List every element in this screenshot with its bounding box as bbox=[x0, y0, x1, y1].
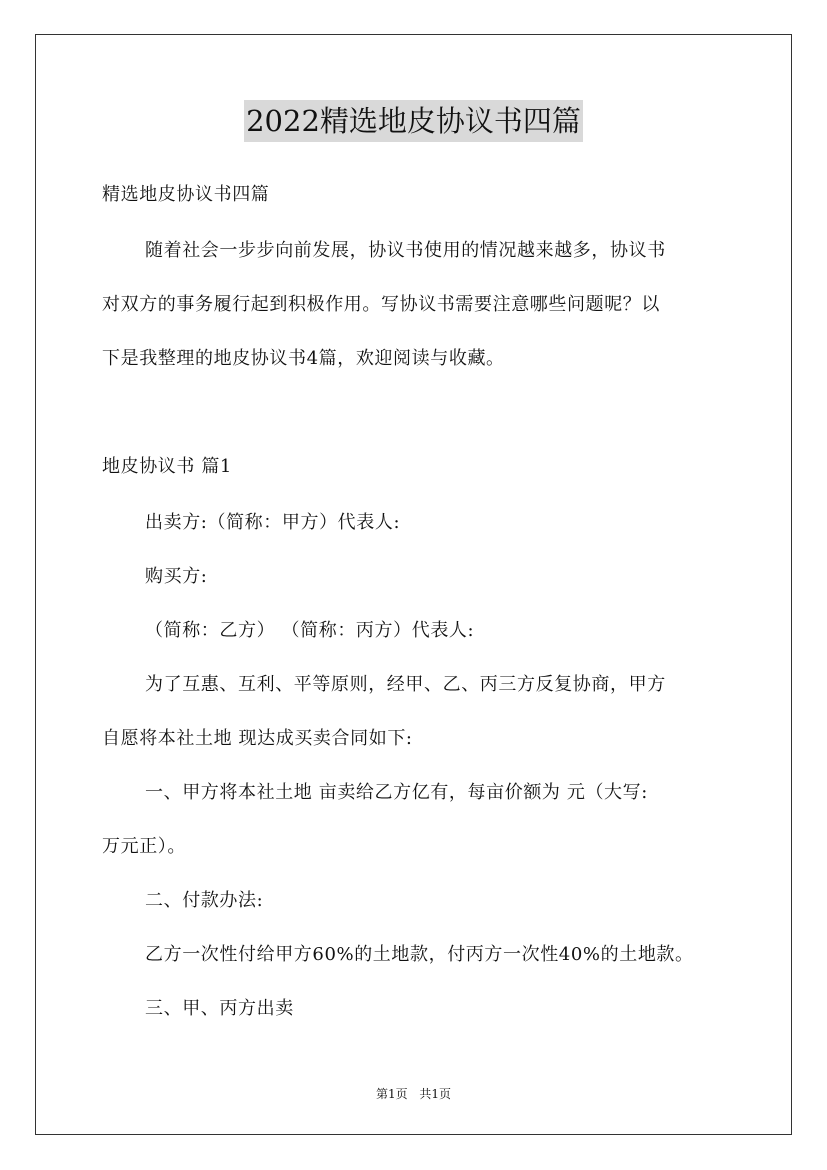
paragraph-line: 出卖方:（简称：甲方）代表人: bbox=[145, 512, 401, 533]
paragraph-line: 一、甲方将本社土地 亩卖给乙方亿有，每亩价额为 元（大写: bbox=[145, 782, 648, 803]
paragraph-line: 下是我整理的地皮协议书4篇，欢迎阅读与收藏。 bbox=[102, 348, 505, 369]
paragraph-line: 购买方: bbox=[145, 566, 208, 587]
paragraph-line: 随着社会一步步向前发展，协议书使用的情况越来越多，协议书 bbox=[145, 240, 666, 261]
page-footer bbox=[0, 1085, 827, 1102]
paragraph-line: 对双方的事务履行起到积极作用。写协议书需要注意哪些问题呢？以 bbox=[102, 294, 660, 315]
subtitle-line: 精选地皮协议书四篇 bbox=[102, 184, 270, 205]
paragraph-line: 乙方一次性付给甲方60%的土地款，付丙方一次性40%的土地款。 bbox=[145, 944, 694, 965]
page-total: 共1页 bbox=[419, 1087, 452, 1101]
title-container bbox=[0, 100, 827, 142]
section-heading: 地皮协议书 篇1 bbox=[102, 456, 232, 477]
paragraph-line: 三、甲、丙方出卖 bbox=[145, 998, 294, 1019]
paragraph-line: 为了互惠、互利、平等原则，经甲、乙、丙三方反复协商，甲方 bbox=[145, 674, 666, 695]
paragraph-line: 万元正）。 bbox=[102, 836, 186, 857]
paragraph-line: （简称：乙方） （简称：丙方）代表人: bbox=[145, 620, 475, 641]
paragraph-line: 二、付款办法: bbox=[145, 890, 264, 911]
page-number: 第1页 bbox=[375, 1087, 408, 1101]
document-title: 2022精选地皮协议书四篇 bbox=[244, 100, 583, 142]
paragraph-line: 自愿将本社土地 现达成买卖合同如下: bbox=[102, 728, 413, 749]
